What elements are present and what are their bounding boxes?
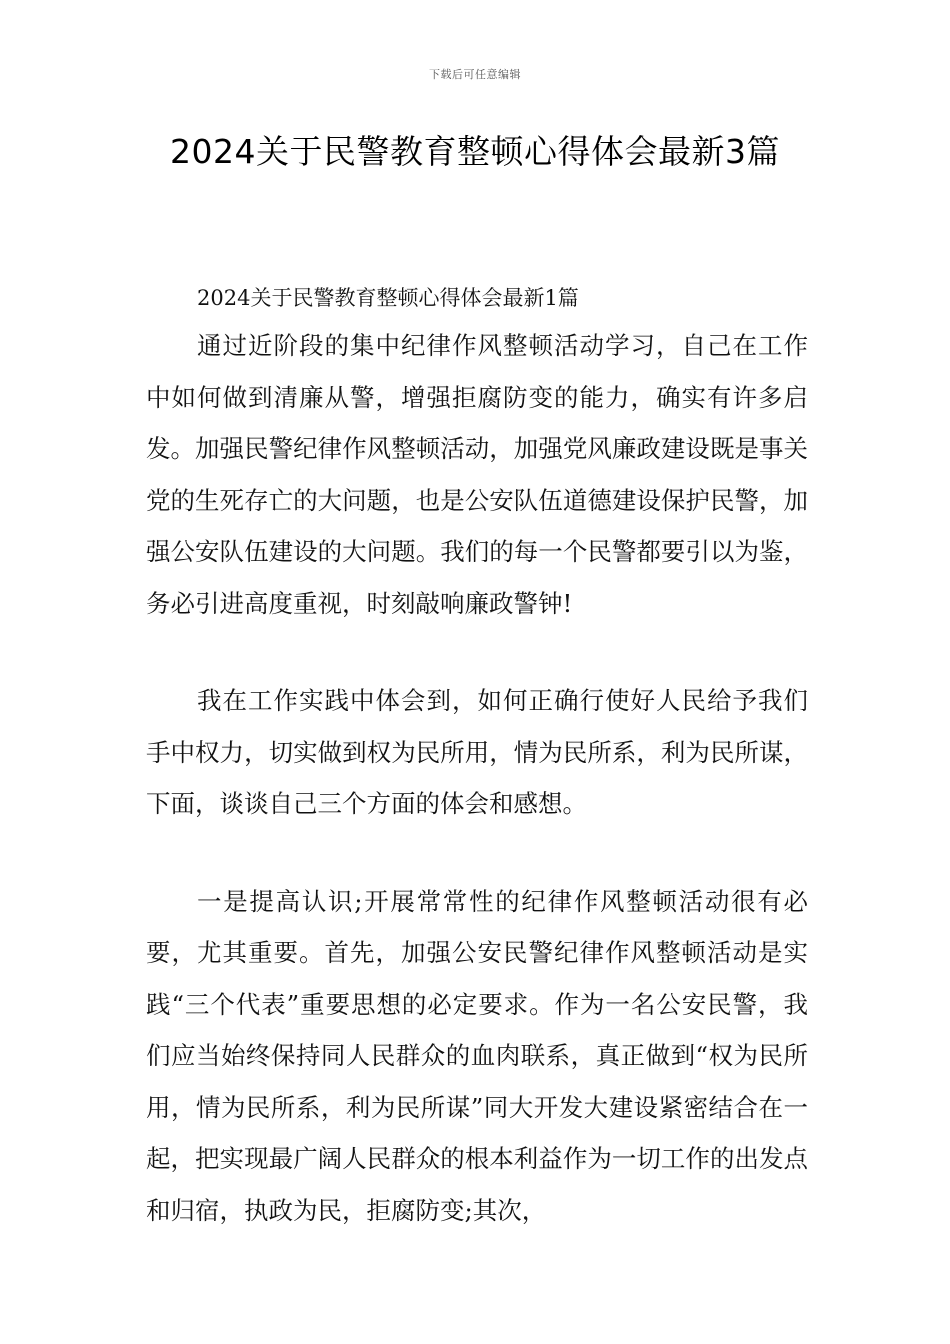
paragraph: 一是提高认识;开展常常性的纪律作风整顿活动很有必要，尤其重要。首先，加强公安民警纪律作风整顿活动是实践“三个代表”重要思想的必定要求。作为一名公安民警，我们应当始终保持同人民群众的血肉联系，真正做到“权为民所用，情为民所系，利为民所谋”同大开发大建设紧密结合在一起，把实现最广阔人民群众的根本利益作为一切工作的出发点和归宿，执政为民，拒腐防变;其次， [146, 886, 808, 1225]
document-body [146, 280, 808, 1236]
header-note: 下载后可任意编辑 [429, 68, 521, 81]
section-title: 2024关于民警教育整顿心得体会最新1篇 [197, 286, 579, 310]
document-title: 2024关于民警教育整顿心得体会最新3篇 [170, 132, 780, 171]
paragraph: 我在工作实践中体会到，如何正确行使好人民给予我们手中权力，切实做到权为民所用，情为民所系，利为民所谋，下面，谈谈自己三个方面的体会和感想。 [146, 686, 808, 818]
paragraph: 通过近阶段的集中纪律作风整顿活动学习，自己在工作中如何做到清廉从警，增强拒腐防变的能力，确实有许多启发。加强民警纪律作风整顿活动，加强党风廉政建设既是事关党的生死存亡的大问题，也是公安队伍道德建设保护民警，加强公安队伍建设的大问题。我们的每一个民警都要引以为鉴，务必引进高度重视，时刻敲响廉政警钟! [146, 331, 808, 618]
